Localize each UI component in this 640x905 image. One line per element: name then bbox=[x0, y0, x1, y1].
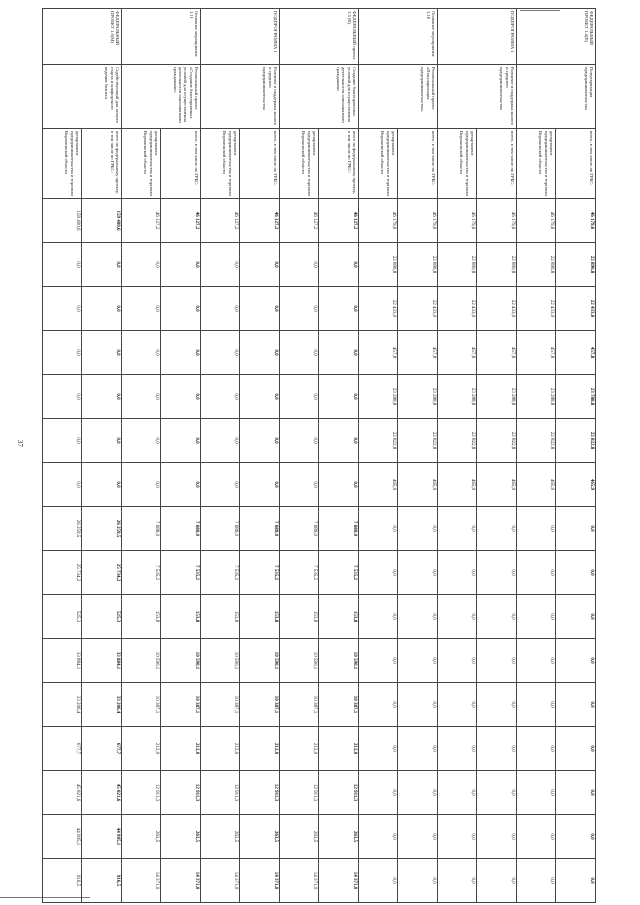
value-cell: 0,0 bbox=[240, 331, 280, 375]
value-cell: 44 905,1 bbox=[43, 815, 82, 859]
grbs-label-cell: департамент предпринимательства и торговли Воронежской области bbox=[359, 129, 398, 199]
value-cell: 212,0 bbox=[122, 727, 161, 771]
value-cell: 0,0 bbox=[43, 419, 82, 463]
value-cell: 25 734,2 bbox=[82, 551, 122, 595]
table-row bbox=[438, 9, 477, 903]
value-cell: 677,7 bbox=[43, 727, 82, 771]
value-cell: 46 127,2 bbox=[122, 199, 161, 243]
value-cell: 0,0 bbox=[477, 859, 517, 903]
value-cell: 7 689,0 bbox=[201, 507, 240, 551]
value-cell: 46 179,6 bbox=[359, 199, 398, 243]
value-cell: 0,0 bbox=[398, 551, 438, 595]
value-cell: 677,7 bbox=[82, 727, 122, 771]
value-cell: 0,0 bbox=[319, 331, 359, 375]
value-cell: 7 535,2 bbox=[240, 551, 280, 595]
value-cell: 0,0 bbox=[201, 463, 240, 507]
value-cell: 263,5 bbox=[280, 815, 319, 859]
value-cell: 0,0 bbox=[359, 727, 398, 771]
value-cell: 0,0 bbox=[438, 551, 477, 595]
table-row bbox=[556, 9, 596, 903]
value-cell: 46 179,6 bbox=[556, 199, 596, 243]
value-cell: 10 387,1 bbox=[201, 683, 240, 727]
value-cell: 0,0 bbox=[517, 595, 556, 639]
value-cell: 465,9 bbox=[359, 463, 398, 507]
value-cell: 0,0 bbox=[359, 815, 398, 859]
budget-table bbox=[42, 8, 596, 903]
value-cell: 7 680,0 bbox=[319, 507, 359, 551]
value-cell: 525,3 bbox=[43, 595, 82, 639]
value-cell: 14 371,0 bbox=[161, 859, 201, 903]
table-row bbox=[517, 9, 556, 903]
value-cell: 14 371,0 bbox=[319, 859, 359, 903]
value-cell: 22 433,0 bbox=[477, 287, 517, 331]
value-cell: 46 127,2 bbox=[319, 199, 359, 243]
value-cell: 0,0 bbox=[240, 287, 280, 331]
value-cell: 46 179,6 bbox=[517, 199, 556, 243]
grbs-label-cell: всего, в том числе по ГРБС: bbox=[240, 129, 280, 199]
grbs-label-cell: департамент предпринимательства и торговли Воронежской области bbox=[201, 129, 240, 199]
value-cell: 0,0 bbox=[122, 419, 161, 463]
value-cell: 457,8 bbox=[359, 331, 398, 375]
value-cell: 0,0 bbox=[477, 639, 517, 683]
value-cell: 22 433,0 bbox=[517, 287, 556, 331]
value-cell: 12 911,3 bbox=[122, 771, 161, 815]
value-cell: 10 590,1 bbox=[280, 639, 319, 683]
value-cell: 0,0 bbox=[477, 683, 517, 727]
value-cell: 0,0 bbox=[122, 331, 161, 375]
value-cell: 0,0 bbox=[319, 419, 359, 463]
value-cell: 0,0 bbox=[319, 375, 359, 419]
value-cell: 0,0 bbox=[556, 507, 596, 551]
value-cell: 10 387,1 bbox=[161, 683, 201, 727]
value-cell: 0,0 bbox=[517, 815, 556, 859]
value-cell: 0,0 bbox=[477, 551, 517, 595]
value-cell: 46 127,2 bbox=[201, 199, 240, 243]
grbs-label-cell: всего, в том числе по ГРБС: bbox=[556, 129, 596, 199]
value-cell: 14 371,0 bbox=[122, 859, 161, 903]
value-cell: 22 890,8 bbox=[438, 243, 477, 287]
value-cell: 0,0 bbox=[477, 595, 517, 639]
table-row bbox=[122, 9, 161, 903]
value-cell: 0,0 bbox=[82, 463, 122, 507]
value-cell: 0,0 bbox=[398, 595, 438, 639]
value-cell: 0,0 bbox=[82, 287, 122, 331]
row-name-cell: Региональный проект «Создание благоприятных условий для осуществления деятельности самозанятыми гражданами» bbox=[122, 65, 201, 129]
value-cell: 22 896,8 bbox=[556, 243, 596, 287]
value-cell: 7 535,2 bbox=[122, 551, 161, 595]
value-cell: 0,0 bbox=[477, 727, 517, 771]
value-cell: 0,0 bbox=[556, 815, 596, 859]
value-cell: 0,0 bbox=[122, 243, 161, 287]
value-cell: 0,0 bbox=[280, 287, 319, 331]
value-cell: 0,0 bbox=[517, 771, 556, 815]
value-cell: 0,0 bbox=[280, 463, 319, 507]
value-cell: 7 535,2 bbox=[319, 551, 359, 595]
value-cell: 525,3 bbox=[82, 595, 122, 639]
value-cell: 457,8 bbox=[477, 331, 517, 375]
value-cell: 0,0 bbox=[398, 683, 438, 727]
value-cell: 22 433,0 bbox=[438, 287, 477, 331]
row-kind-cell: ФЕДЕРАЛЬНЫЙ ПРОЕКТ 1.6(М) bbox=[43, 9, 122, 65]
value-cell: 0,0 bbox=[477, 815, 517, 859]
value-cell: 0,0 bbox=[359, 507, 398, 551]
value-cell: 159 400,6 bbox=[82, 199, 122, 243]
table-row bbox=[161, 9, 201, 903]
value-cell: 0,0 bbox=[398, 771, 438, 815]
value-cell: 10 590,1 bbox=[122, 639, 161, 683]
value-cell: 0,0 bbox=[161, 419, 201, 463]
value-cell: 46 127,2 bbox=[240, 199, 280, 243]
value-cell: 465,9 bbox=[517, 463, 556, 507]
value-cell: 153,8 bbox=[240, 595, 280, 639]
value-cell: 263,5 bbox=[201, 815, 240, 859]
value-cell: 26 259,5 bbox=[43, 507, 82, 551]
value-cell: 0,0 bbox=[201, 419, 240, 463]
table-body bbox=[43, 9, 596, 903]
value-cell: 22 433,0 bbox=[556, 287, 596, 331]
value-cell: 0,0 bbox=[438, 859, 477, 903]
value-cell: 0,0 bbox=[240, 419, 280, 463]
value-cell: 0,0 bbox=[43, 375, 82, 419]
value-cell: 0,0 bbox=[556, 595, 596, 639]
row-kind-cell: ФЕДЕРАЛЬНЫЙ ПРОЕКТ 1.4(П) bbox=[517, 9, 596, 65]
value-cell: 0,0 bbox=[240, 463, 280, 507]
value-cell: 159 400,6 bbox=[43, 199, 82, 243]
grbs-label-cell: департамент предпринимательства и торговли Воронежской области bbox=[438, 129, 477, 199]
value-cell: 25 734,2 bbox=[43, 551, 82, 595]
value-cell: 465,9 bbox=[398, 463, 438, 507]
grbs-label-cell: департамент предпринимательства и торговли Воронежской области bbox=[122, 129, 161, 199]
value-cell: 0,0 bbox=[319, 463, 359, 507]
value-cell: 33 884,1 bbox=[43, 639, 82, 683]
value-cell: 0,0 bbox=[161, 375, 201, 419]
value-cell: 153,8 bbox=[280, 595, 319, 639]
value-cell: 44 905,1 bbox=[82, 815, 122, 859]
value-cell: 7 535,2 bbox=[201, 551, 240, 595]
value-cell: 0,0 bbox=[398, 507, 438, 551]
value-cell: 23 288,8 bbox=[477, 375, 517, 419]
value-cell: 0,0 bbox=[556, 727, 596, 771]
value-cell: 0,0 bbox=[43, 243, 82, 287]
value-cell: 22 896,8 bbox=[359, 243, 398, 287]
value-cell: 10 387,1 bbox=[319, 683, 359, 727]
value-cell: 45 821,6 bbox=[43, 771, 82, 815]
value-cell: 46 179,6 bbox=[477, 199, 517, 243]
value-cell: 7 688,0 bbox=[122, 507, 161, 551]
value-cell: 457,8 bbox=[517, 331, 556, 375]
value-cell: 23 788,8 bbox=[556, 375, 596, 419]
value-cell: 10 590,1 bbox=[240, 639, 280, 683]
page-number: 37 bbox=[16, 440, 24, 447]
value-cell: 0,0 bbox=[556, 859, 596, 903]
value-cell: 465,9 bbox=[438, 463, 477, 507]
value-cell: 0,0 bbox=[161, 287, 201, 331]
value-cell: 0,0 bbox=[477, 771, 517, 815]
grbs-label-cell: всего по федеральному проекту, в том числе по ГРБС: bbox=[82, 129, 122, 199]
table-row bbox=[82, 9, 122, 903]
value-cell: 0,0 bbox=[359, 639, 398, 683]
value-cell: 33 884,1 bbox=[82, 639, 122, 683]
table-row bbox=[43, 9, 82, 903]
value-cell: 0,0 bbox=[201, 331, 240, 375]
value-cell: 457,8 bbox=[556, 331, 596, 375]
value-cell: 0,0 bbox=[82, 375, 122, 419]
value-cell: 0,0 bbox=[319, 243, 359, 287]
row-name-cell: Развитие и поддержка малого и среднего предпринимательства bbox=[201, 65, 280, 129]
rotated-table-wrapper bbox=[44, 8, 596, 898]
row-name-cell: Региональный проект «Популяризация предпринимательства» bbox=[359, 65, 438, 129]
value-cell: 0,0 bbox=[438, 727, 477, 771]
value-cell: 22 433,0 bbox=[359, 287, 398, 331]
value-cell: 22 822,8 bbox=[438, 419, 477, 463]
grbs-label-cell: всего, в том числе по ГРБС: bbox=[398, 129, 438, 199]
value-cell: 0,0 bbox=[82, 419, 122, 463]
value-cell: 0,0 bbox=[398, 727, 438, 771]
value-cell: 0,0 bbox=[122, 463, 161, 507]
value-cell: 0,0 bbox=[161, 243, 201, 287]
value-cell: 22 822,8 bbox=[556, 419, 596, 463]
value-cell: 0,0 bbox=[201, 287, 240, 331]
value-cell: 22 890,8 bbox=[477, 243, 517, 287]
value-cell: 7 535,2 bbox=[161, 551, 201, 595]
value-cell: 0,0 bbox=[517, 859, 556, 903]
grbs-label-cell: департамент предпринимательства и торговли Воронежской области bbox=[517, 129, 556, 199]
value-cell: 22 822,8 bbox=[517, 419, 556, 463]
value-cell: 0,0 bbox=[359, 683, 398, 727]
value-cell: 12 911,3 bbox=[161, 771, 201, 815]
value-cell: 12 911,3 bbox=[280, 771, 319, 815]
value-cell: 0,0 bbox=[359, 859, 398, 903]
value-cell: 916,5 bbox=[82, 859, 122, 903]
value-cell: 0,0 bbox=[556, 551, 596, 595]
grbs-label-cell: всего по федеральному проекту, в том числе по ГРБС: bbox=[319, 129, 359, 199]
value-cell: 0,0 bbox=[556, 771, 596, 815]
value-cell: 23 288,8 bbox=[359, 375, 398, 419]
value-cell: 7 689,0 bbox=[280, 507, 319, 551]
value-cell: 46 179,6 bbox=[398, 199, 438, 243]
value-cell: 22 433,0 bbox=[398, 287, 438, 331]
value-cell: 0,0 bbox=[477, 507, 517, 551]
value-cell: 0,0 bbox=[438, 815, 477, 859]
value-cell: 263,5 bbox=[161, 815, 201, 859]
row-name-cell: Развитие и поддержка малого и среднего предпринимательства bbox=[438, 65, 517, 129]
value-cell: 10 590,1 bbox=[319, 639, 359, 683]
value-cell: 0,0 bbox=[517, 639, 556, 683]
value-cell: 12 911,3 bbox=[240, 771, 280, 815]
value-cell: 23 288,8 bbox=[398, 375, 438, 419]
value-cell: 916,5 bbox=[43, 859, 82, 903]
value-cell: 0,0 bbox=[517, 507, 556, 551]
value-cell: 7 689,0 bbox=[240, 507, 280, 551]
value-cell: 0,0 bbox=[280, 331, 319, 375]
table-row bbox=[280, 9, 319, 903]
value-cell: 7 680,0 bbox=[161, 507, 201, 551]
value-cell: 0,0 bbox=[319, 287, 359, 331]
value-cell: 0,0 bbox=[398, 639, 438, 683]
row-kind-cell: ПОДПРОГРАММА 1 bbox=[438, 9, 517, 65]
value-cell: 0,0 bbox=[122, 375, 161, 419]
value-cell: 10 590,1 bbox=[161, 639, 201, 683]
value-cell: 0,0 bbox=[82, 331, 122, 375]
value-cell: 14 371,0 bbox=[201, 859, 240, 903]
value-cell: 212,0 bbox=[240, 727, 280, 771]
value-cell: 22 896,8 bbox=[517, 243, 556, 287]
value-cell: 153,8 bbox=[201, 595, 240, 639]
value-cell: 0,0 bbox=[517, 551, 556, 595]
table-row bbox=[240, 9, 280, 903]
value-cell: 46 127,2 bbox=[280, 199, 319, 243]
value-cell: 0,0 bbox=[240, 243, 280, 287]
value-cell: 0,0 bbox=[280, 419, 319, 463]
value-cell: 0,0 bbox=[438, 595, 477, 639]
value-cell: 0,0 bbox=[161, 331, 201, 375]
value-cell: 22 896,8 bbox=[398, 243, 438, 287]
grbs-label-cell: департамент предпринимательства и торговли Воронежской области bbox=[43, 129, 82, 199]
value-cell: 22 822,8 bbox=[477, 419, 517, 463]
value-cell: 0,0 bbox=[280, 243, 319, 287]
value-cell: 10 387,1 bbox=[280, 683, 319, 727]
value-cell: 212,0 bbox=[280, 727, 319, 771]
value-cell: 22 822,8 bbox=[359, 419, 398, 463]
table-row bbox=[477, 9, 517, 903]
value-cell: 0,0 bbox=[201, 243, 240, 287]
value-cell: 12 911,3 bbox=[201, 771, 240, 815]
value-cell: 10 590,1 bbox=[201, 639, 240, 683]
value-cell: 457,8 bbox=[398, 331, 438, 375]
row-name-cell: Содействующий для легкого старта и комфортного ведения бизнеса bbox=[43, 65, 122, 129]
value-cell: 7 535,2 bbox=[280, 551, 319, 595]
value-cell: 0,0 bbox=[161, 463, 201, 507]
value-cell: 14 371,0 bbox=[240, 859, 280, 903]
value-cell: 153,8 bbox=[161, 595, 201, 639]
value-cell: 0,0 bbox=[556, 683, 596, 727]
value-cell: 26 259,5 bbox=[82, 507, 122, 551]
table-row bbox=[201, 9, 240, 903]
value-cell: 263,5 bbox=[319, 815, 359, 859]
value-cell: 0,0 bbox=[201, 375, 240, 419]
table-row bbox=[359, 9, 398, 903]
value-cell: 0,0 bbox=[398, 859, 438, 903]
value-cell: 0,0 bbox=[398, 815, 438, 859]
value-cell: 10 387,1 bbox=[122, 683, 161, 727]
value-cell: 0,0 bbox=[280, 375, 319, 419]
value-cell: 0,0 bbox=[438, 683, 477, 727]
value-cell: 0,0 bbox=[43, 463, 82, 507]
grbs-label-cell: всего, в том числе по ГРБС: bbox=[161, 129, 201, 199]
row-name-cell: Создание благоприятных условий для осуществления деятельности самозанятыми гражданами bbox=[280, 65, 359, 129]
value-cell: 0,0 bbox=[556, 639, 596, 683]
value-cell: 263,5 bbox=[240, 815, 280, 859]
value-cell: 153,8 bbox=[319, 595, 359, 639]
value-cell: 465,9 bbox=[556, 463, 596, 507]
value-cell: 212,0 bbox=[161, 727, 201, 771]
value-cell: 0,0 bbox=[438, 771, 477, 815]
value-cell: 22 822,8 bbox=[398, 419, 438, 463]
value-cell: 23 288,8 bbox=[517, 375, 556, 419]
value-cell: 0,0 bbox=[517, 683, 556, 727]
value-cell: 0,0 bbox=[82, 243, 122, 287]
value-cell: 153,8 bbox=[122, 595, 161, 639]
row-name-cell: Популяризация предпринимательства bbox=[517, 65, 596, 129]
value-cell: 212,0 bbox=[201, 727, 240, 771]
value-cell: 0,0 bbox=[43, 331, 82, 375]
value-cell: 0,0 bbox=[240, 375, 280, 419]
value-cell: 0,0 bbox=[438, 507, 477, 551]
grbs-label-cell: департамент предпринимательства и торговли Воронежской области bbox=[280, 129, 319, 199]
value-cell: 23 288,8 bbox=[438, 375, 477, 419]
value-cell: 0,0 bbox=[438, 639, 477, 683]
value-cell: 33 206,4 bbox=[82, 683, 122, 727]
value-cell: 46 127,2 bbox=[161, 199, 201, 243]
row-kind-cell: ФЕДЕРАЛЬНЫЙ проект 1.5 (П) bbox=[280, 9, 359, 65]
value-cell: 457,8 bbox=[438, 331, 477, 375]
value-cell: 263,5 bbox=[122, 815, 161, 859]
table-row bbox=[319, 9, 359, 903]
value-cell: 0,0 bbox=[359, 551, 398, 595]
value-cell: 0,0 bbox=[359, 771, 398, 815]
row-kind-cell: Основное мероприятие 1.11 bbox=[122, 9, 201, 65]
value-cell: 14 371,0 bbox=[280, 859, 319, 903]
value-cell: 12 911,3 bbox=[319, 771, 359, 815]
value-cell: 45 821,6 bbox=[82, 771, 122, 815]
value-cell: 212,0 bbox=[319, 727, 359, 771]
value-cell: 46 179,6 bbox=[438, 199, 477, 243]
row-kind-cell: Основное мероприятие 1.10 bbox=[359, 9, 438, 65]
row-kind-cell: ПОДПРОГРАММА 1 bbox=[201, 9, 280, 65]
value-cell: 0,0 bbox=[122, 287, 161, 331]
value-cell: 465,9 bbox=[477, 463, 517, 507]
value-cell: 10 387,1 bbox=[240, 683, 280, 727]
value-cell: 0,0 bbox=[43, 287, 82, 331]
grbs-label-cell: всего, в том числе по ГРБС: bbox=[477, 129, 517, 199]
table-row bbox=[398, 9, 438, 903]
value-cell: 0,0 bbox=[359, 595, 398, 639]
value-cell: 0,0 bbox=[517, 727, 556, 771]
value-cell: 33 206,4 bbox=[43, 683, 82, 727]
